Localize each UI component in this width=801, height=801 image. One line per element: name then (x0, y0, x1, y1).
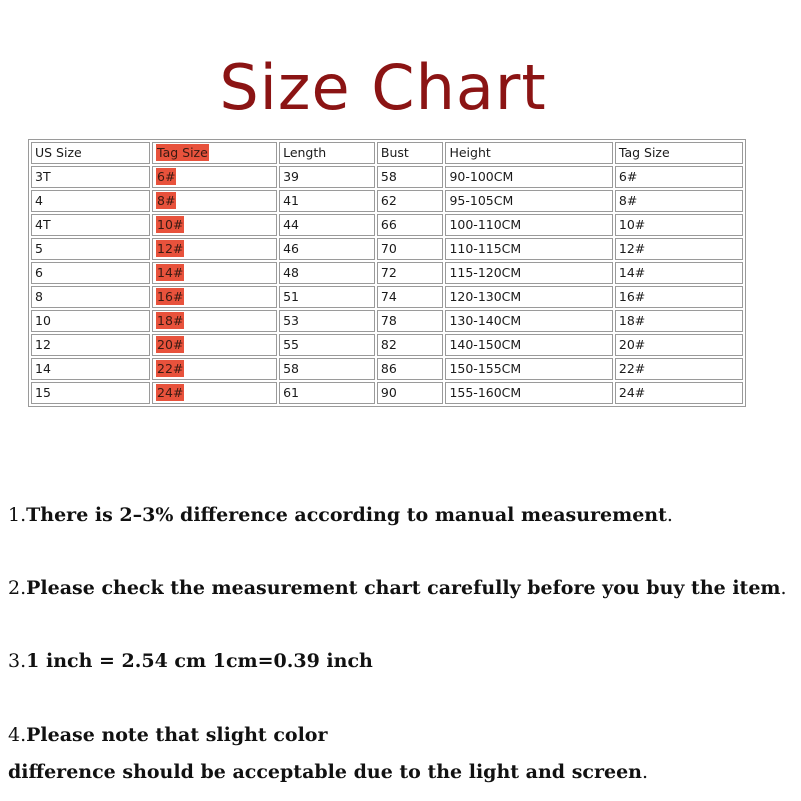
note-1 (8, 502, 673, 528)
note-text: Please check the measurement chart carefully before you buy the item (26, 577, 781, 599)
note-4 (8, 722, 327, 748)
highlighted-tag-size: 20# (157, 337, 184, 352)
highlighted-tag-size: 6# (157, 169, 176, 184)
height-cell: 150-155CM (445, 358, 612, 380)
highlighted-tag-size: Tag Size (157, 145, 208, 160)
length-cell: 46 (279, 238, 375, 260)
tag-size-cell (152, 214, 277, 236)
highlighted-tag-size: 10# (157, 217, 184, 232)
note-3 (8, 648, 373, 674)
bust-cell: 78 (377, 310, 444, 332)
table-row (31, 238, 743, 260)
bust-cell: 86 (377, 358, 444, 380)
bust-cell: 74 (377, 286, 444, 308)
height-cell: 120-130CM (445, 286, 612, 308)
highlighted-tag-size: 18# (157, 313, 184, 328)
height-cell: 130-140CM (445, 310, 612, 332)
us-size-cell: 4T (31, 214, 150, 236)
note-end: . (641, 761, 649, 783)
tag-size-2-cell: 8# (615, 190, 743, 212)
page-title: Size Chart (219, 51, 547, 124)
table-row (31, 190, 743, 212)
note-number: 1 (8, 504, 21, 526)
column-header: Height (445, 142, 612, 164)
note-text: There is 2–3% difference according to manual measurement (26, 504, 667, 526)
table-row (31, 166, 743, 188)
highlighted-tag-size: 12# (157, 241, 184, 256)
tag-size-2-cell: 24# (615, 382, 743, 404)
note-dot: . (20, 577, 27, 599)
us-size-cell: 12 (31, 334, 150, 356)
length-cell: 41 (279, 190, 375, 212)
bust-cell: 72 (377, 262, 444, 284)
height-cell: 155-160CM (445, 382, 612, 404)
us-size-cell: 10 (31, 310, 150, 332)
length-cell: 53 (279, 310, 375, 332)
length-cell: 48 (279, 262, 375, 284)
tag-size-2-cell: 12# (615, 238, 743, 260)
table-row (31, 310, 743, 332)
note-text: 1 inch = 2.54 cm 1cm=0.39 inch (26, 650, 373, 672)
tag-size-2-cell: 22# (615, 358, 743, 380)
table-row (31, 262, 743, 284)
tag-size-2-cell: 20# (615, 334, 743, 356)
height-cell: 100-110CM (445, 214, 612, 236)
note-number: 2 (8, 577, 21, 599)
tag-size-cell (152, 382, 277, 404)
us-size-cell: 6 (31, 262, 150, 284)
us-size-cell: 4 (31, 190, 150, 212)
tag-size-cell (152, 166, 277, 188)
note-end: . (780, 577, 787, 599)
note-dot: . (20, 650, 27, 672)
bust-cell: 82 (377, 334, 444, 356)
highlighted-tag-size: 8# (157, 193, 176, 208)
highlighted-tag-size: 22# (157, 361, 184, 376)
us-size-cell: 14 (31, 358, 150, 380)
note-4-continued (8, 759, 648, 785)
table-header-row (31, 142, 743, 164)
tag-size-cell (152, 358, 277, 380)
tag-size-2-cell: 10# (615, 214, 743, 236)
us-size-cell: 15 (31, 382, 150, 404)
bust-cell: 66 (377, 214, 444, 236)
bust-cell: 90 (377, 382, 444, 404)
height-cell: 110-115CM (445, 238, 612, 260)
column-header (152, 142, 277, 164)
tag-size-cell (152, 334, 277, 356)
tag-size-2-cell: 16# (615, 286, 743, 308)
note-number: 3 (8, 650, 21, 672)
highlighted-tag-size: 24# (157, 385, 184, 400)
table-row (31, 382, 743, 404)
note-end: . (666, 504, 673, 526)
size-table (28, 139, 746, 407)
column-header: US Size (31, 142, 150, 164)
column-header: Bust (377, 142, 444, 164)
length-cell: 44 (279, 214, 375, 236)
tag-size-cell (152, 286, 277, 308)
tag-size-cell (152, 310, 277, 332)
height-cell: 115-120CM (445, 262, 612, 284)
table-row (31, 358, 743, 380)
bust-cell: 70 (377, 238, 444, 260)
column-header: Tag Size (615, 142, 743, 164)
column-header: Length (279, 142, 375, 164)
tag-size-cell (152, 262, 277, 284)
bust-cell: 58 (377, 166, 444, 188)
note-number: 4 (8, 724, 21, 746)
length-cell: 51 (279, 286, 375, 308)
us-size-cell: 8 (31, 286, 150, 308)
height-cell: 140-150CM (445, 334, 612, 356)
highlighted-tag-size: 16# (157, 289, 184, 304)
length-cell: 39 (279, 166, 375, 188)
table-row (31, 214, 743, 236)
length-cell: 61 (279, 382, 375, 404)
note-dot: . (20, 504, 27, 526)
note-2 (8, 575, 787, 601)
tag-size-2-cell: 6# (615, 166, 743, 188)
bust-cell: 62 (377, 190, 444, 212)
note-dot: . (20, 724, 27, 746)
tag-size-cell (152, 238, 277, 260)
tag-size-2-cell: 14# (615, 262, 743, 284)
height-cell: 90-100CM (445, 166, 612, 188)
note-text: Please note that slight color (26, 724, 328, 746)
height-cell: 95-105CM (445, 190, 612, 212)
note-text: difference should be acceptable due to the light and screen (8, 761, 642, 783)
us-size-cell: 3T (31, 166, 150, 188)
table-row (31, 334, 743, 356)
length-cell: 55 (279, 334, 375, 356)
highlighted-tag-size: 14# (157, 265, 184, 280)
us-size-cell: 5 (31, 238, 150, 260)
length-cell: 58 (279, 358, 375, 380)
table-row (31, 286, 743, 308)
size-table-body (31, 142, 743, 404)
tag-size-cell (152, 190, 277, 212)
tag-size-2-cell: 18# (615, 310, 743, 332)
